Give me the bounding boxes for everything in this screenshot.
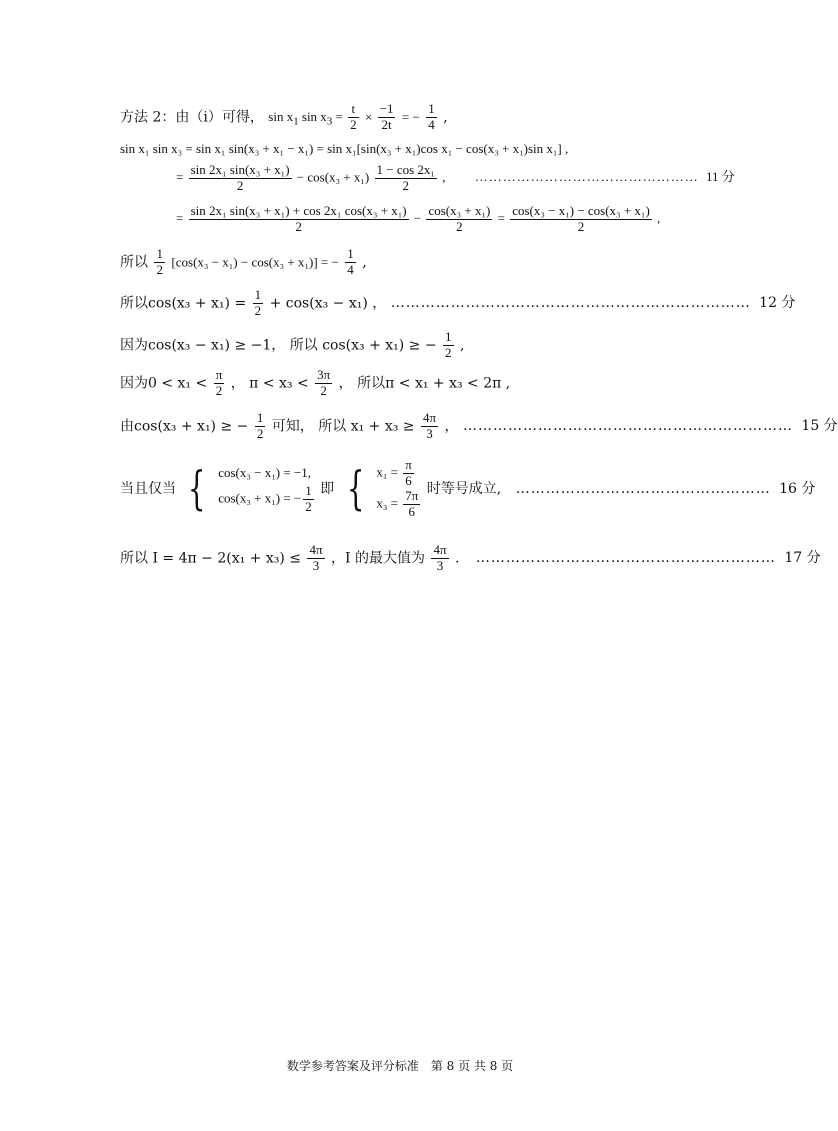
- dot-leader: ……………………………………………: [515, 480, 771, 497]
- method-label: 方法 2：由（i）可得，: [120, 109, 264, 126]
- method2-intro-line: 方法 2：由（i）可得， $\sin x_1$ $\sin x_3$ = $\frac{t}{2}$ × $\frac{-1}{2t}$ = − $\frac{1}{4}$ ,: [120, 101, 448, 132]
- fraction: $\frac{4\pi}{3}$: [309, 542, 323, 573]
- page-footer: 数学参考答案及评分标准 第 8 页 共 8 页: [286, 1059, 514, 1073]
- fraction: $\frac{1}{2}$: [254, 287, 262, 318]
- step-line-11: = $\frac{\text{sin 2x₁ sin(x₃ + x₁)}}{2}$ − cos(x₃ + x₁) $\frac{\text{1 − cos 2x₁}}{2}$ , ………………………………………… 11 分: [176, 162, 735, 193]
- inequality-line: 因为cos(x₃ − x₁) ≥ −1， 所以 cos(x₃ + x₁) ≥ − $\frac{1}{2}$ ,: [120, 329, 465, 360]
- fraction: $\frac{1}{4}$: [428, 101, 435, 132]
- fraction: $\frac{4\pi}{3}$: [422, 410, 437, 441]
- dot-leader: ……………………………………………………: [475, 550, 776, 567]
- times-sign: ×: [365, 109, 376, 125]
- conclusion-line-1: 所以 $\frac{1}{2}$ [cos(x₃ − x₁) − cos(x₃ + x₁)] = − $\frac{1}{4}$ ,: [120, 246, 367, 277]
- fraction: $\frac{t}{2}$: [350, 101, 357, 132]
- left-brace: {: [188, 461, 206, 516]
- score-mark: 16 分: [779, 480, 816, 497]
- score-mark: 12 分: [759, 295, 796, 312]
- fraction: $\frac{\text{sin 2x₁ sin(x₃ + x₁) + cos 2x₁ cos(x₃ + x₁)}}{2}$: [190, 203, 407, 234]
- dot-leader: …………………………………………………………: [462, 418, 793, 435]
- fraction: $\frac{\text{1 − cos 2x₁}}{2}$: [376, 162, 435, 193]
- left-brace: {: [346, 461, 365, 516]
- fraction: $\frac{3\pi}{2}$: [317, 367, 331, 398]
- fraction: $\frac{4\pi}{3}$: [433, 542, 447, 573]
- solution-system: x₁ = $\frac{\pi}{6}$ x₃ = $\frac{7\pi}{6}$: [376, 457, 419, 519]
- fraction: $\frac{\pi}{2}$: [215, 367, 223, 398]
- sine-expansion-line: sin x₁ sin x₃ = sin x₁ sin(x₃ + x₁ − x₁) = sin x₁[sin(x₃ + x₁)cos x₁ − cos(x₃ + x₁)sin x₁] ,: [120, 141, 569, 156]
- fraction: $\frac{\text{sin 2x₁ sin(x₃ + x₁)}}{2}$: [190, 162, 290, 193]
- score-mark: 15 分: [801, 418, 838, 435]
- step-line-15: 由cos(x₃ + x₁) ≥ − $\frac{1}{2}$ 可知， 所以 x₁ + x₃ ≥ $\frac{4\pi}{3}$ ， ………………………………………………………… 15 分: [120, 410, 838, 441]
- fraction: $\frac{1}{2}$: [256, 410, 264, 441]
- score-mark: 11 分: [705, 169, 735, 185]
- dot-leader: ………………………………………………………………: [390, 295, 751, 312]
- fraction: $\frac{1}{2}$: [156, 246, 163, 277]
- fraction: $\frac{\text{cos(x₃ + x₁)}}{2}$: [428, 203, 491, 234]
- step-line-12: 所以cos(x₃ + x₁) = $\frac{1}{2}$ + cos(x₃ − x₁) ， ……………………………………………………………… 12 分: [120, 287, 796, 318]
- range-line: 因为0 < x₁ < $\frac{\pi}{2}$ ， π < x₃ < $\frac{3\pi}{2}$ ， 所以π < x₁ + x₃ < 2π ,: [120, 367, 511, 398]
- equation-system: cos(x₃ − x₁) = −1, cos(x₃ + x₁) = − $\frac{1}{2}$: [218, 465, 312, 514]
- fraction: $\frac{-1}{2t}$: [379, 101, 394, 132]
- fraction: $\frac{\text{cos(x₃ − x₁) − cos(x₃ + x₁)}}{2}$: [512, 203, 650, 234]
- fraction: $\frac{1}{4}$: [347, 246, 354, 277]
- step-line-combine: = $\frac{\text{sin 2x₁ sin(x₃ + x₁) + cos 2x₁ cos(x₃ + x₁)}}{2}$ − $\frac{\text{cos(x₃ + x₁)}}{2}$ = $\frac{\text{cos(x₃ − x₁) − cos(x₃ + x₁)}}{2}$ ,: [176, 203, 661, 234]
- fraction: $\frac{1}{2}$: [445, 329, 452, 360]
- dot-leader: …………………………………………: [474, 169, 699, 185]
- equals-sign: = −: [401, 109, 420, 125]
- step-line-16: 当且仅当 { cos(x₃ − x₁) = −1, cos(x₃ + x₁) = − $\frac{1}{2}$ 即 { x₁ = $\frac{\pi}{6}$ x₃ = $\frac{7\pi}{6}$ 时等号成立, …………………………………………… 16 分: [120, 457, 816, 519]
- score-mark: 17 分: [784, 550, 821, 567]
- product-expression: $\sin x_1$ $\sin x_3$ =: [268, 109, 347, 129]
- step-line-17: 所以 I = 4π − 2(x₁ + x₃) ≤ $\frac{4\pi}{3}$ ，I 的最大值为 $\frac{4\pi}{3}$ . …………………………………………………… 17 分: [120, 542, 821, 573]
